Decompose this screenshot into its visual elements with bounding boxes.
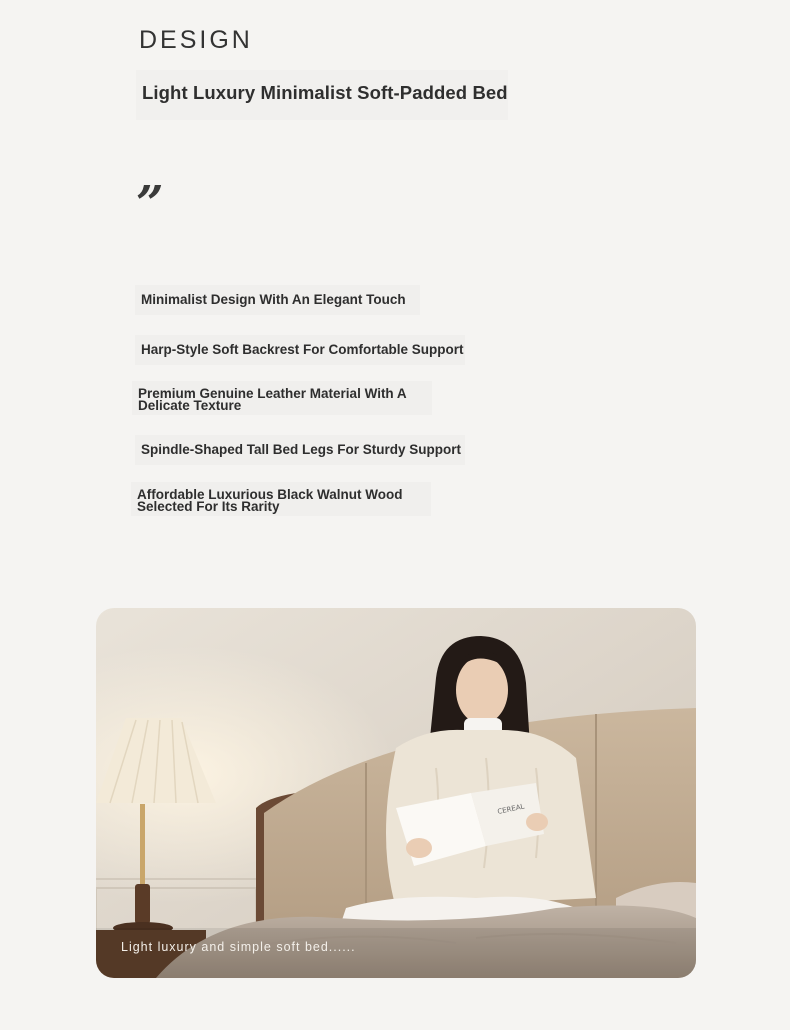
quote-mark: ” [136,176,164,232]
feature-item-backrest: Harp-Style Soft Backrest For Comfortable Support [135,335,465,365]
feature-item-bed-legs: Spindle-Shaped Tall Bed Legs For Sturdy Support [135,435,465,465]
wall-panel [96,878,266,880]
product-lifestyle-photo [96,608,696,978]
feature-item-minimalist: Minimalist Design With An Elegant Touch [135,285,420,315]
book-cover-text: CEREAL [496,802,526,816]
product-subtitle: Light Luxury Minimalist Soft-Padded Bed [136,70,508,120]
photo-caption: Light luxury and simple soft bed...... [121,940,356,954]
feature-item-walnut: Affordable Luxurious Black Walnut Wood Selected For Its Rarity [131,482,431,516]
feature-item-leather: Premium Genuine Leather Material With A Delicate Texture [132,381,432,415]
design-heading: DESIGN [139,26,253,54]
woman-face [456,656,508,724]
